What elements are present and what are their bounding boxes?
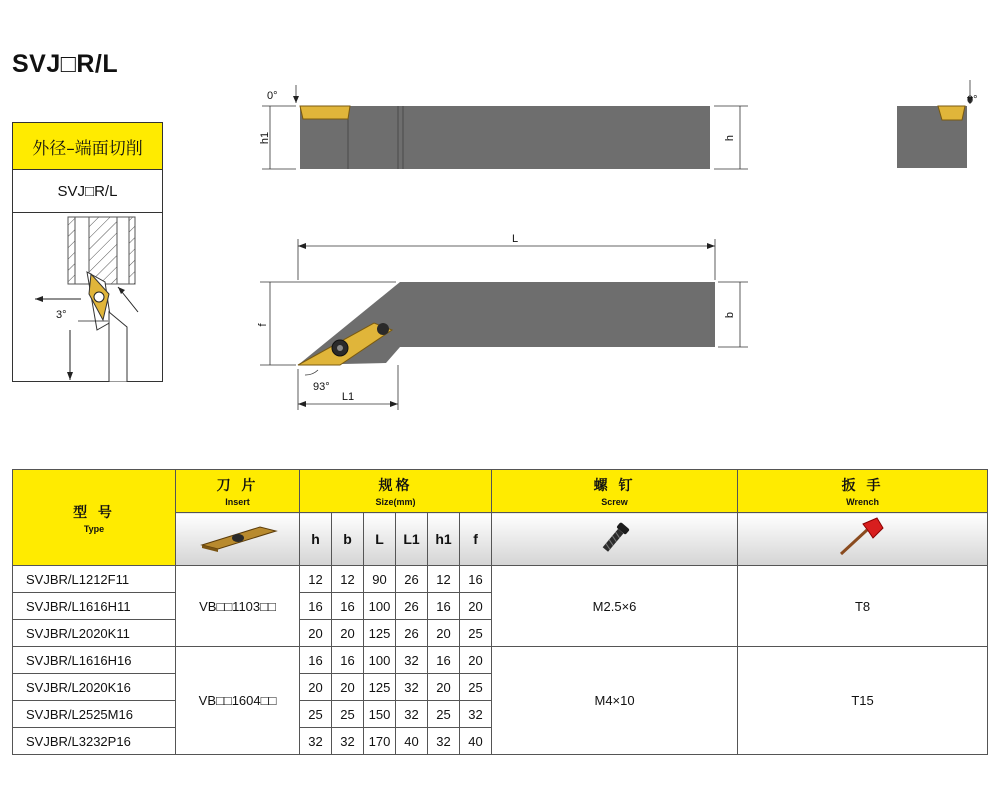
header-type-en: Type <box>83 523 105 534</box>
header-type <box>13 470 176 566</box>
wrench-cell: T8 <box>738 566 988 647</box>
size-cell-L1: 26 <box>396 620 428 647</box>
size-cell-b: 32 <box>332 728 364 755</box>
size-cell-h1: 16 <box>428 647 460 674</box>
size-cell-L1: 26 <box>396 593 428 620</box>
holder-shank <box>400 282 715 347</box>
size-cell-L1: 32 <box>396 701 428 728</box>
size-cell-L1: 32 <box>396 674 428 701</box>
size-cell-h: 16 <box>300 593 332 620</box>
dim-arrow <box>707 243 715 249</box>
size-cell-h: 32 <box>300 728 332 755</box>
front-view-drawing <box>0 225 992 415</box>
size-cell-b: 20 <box>332 620 364 647</box>
dim-L-label: L <box>511 233 519 245</box>
dim-L1-label: L1 <box>341 391 355 403</box>
size-cell-h1: 32 <box>428 728 460 755</box>
size-cell-f: 25 <box>460 674 492 701</box>
insert-icon <box>198 521 278 555</box>
size-cell-h: 16 <box>300 647 332 674</box>
col-L1: L1 <box>396 513 428 566</box>
insert-code-cell: VB□□1604□□ <box>176 647 300 755</box>
dim-h1-label: h1 <box>259 131 271 145</box>
insert-top <box>300 106 350 119</box>
size-cell-f: 40 <box>460 728 492 755</box>
dim-arrow <box>390 401 398 407</box>
spec-table-body <box>13 566 988 755</box>
operation-label: 外径–端面切削 <box>13 123 162 170</box>
model-cell: SVJBR/L3232P16 <box>13 728 176 755</box>
model-cell: SVJBR/L1212F11 <box>13 566 176 593</box>
table-row <box>13 647 988 674</box>
header-size-cn: 规格 <box>378 478 413 494</box>
size-cell-L: 170 <box>364 728 396 755</box>
header-size-en: Size(mm) <box>375 497 416 507</box>
top-view-drawing <box>0 0 992 190</box>
approach-angle-arc <box>305 370 318 375</box>
size-cell-h: 20 <box>300 674 332 701</box>
header-size <box>300 470 492 513</box>
size-cell-b: 16 <box>332 647 364 674</box>
size-cell-L: 150 <box>364 701 396 728</box>
header-screw-en: Screw <box>601 497 628 507</box>
header-screw-cn: 螺 钉 <box>593 478 636 494</box>
card-model-label: SVJ□R/L <box>13 170 162 213</box>
model-cell: SVJBR/L2020K16 <box>13 674 176 701</box>
col-h1: h1 <box>428 513 460 566</box>
header-type-cn: 型 号 <box>73 504 115 521</box>
wrench-icon <box>833 516 893 560</box>
size-cell-L1: 40 <box>396 728 428 755</box>
clearance-angle-label: 3° <box>56 309 67 321</box>
size-cell-f: 20 <box>460 647 492 674</box>
screw-socket-icon <box>337 345 343 351</box>
size-cell-b: 16 <box>332 593 364 620</box>
header-wrench-en: Wrench <box>846 497 879 507</box>
screw-image-cell <box>492 513 738 566</box>
rake-angle-label: 0° <box>267 90 278 102</box>
header-screw <box>492 470 738 513</box>
size-cell-h1: 12 <box>428 566 460 593</box>
size-cell-L: 90 <box>364 566 396 593</box>
approach-angle-label: 93° <box>313 381 330 393</box>
size-cell-f: 16 <box>460 566 492 593</box>
size-cell-L1: 32 <box>396 647 428 674</box>
size-cell-h1: 20 <box>428 620 460 647</box>
model-cell: SVJBR/L1616H16 <box>13 647 176 674</box>
holder-body-top <box>300 106 710 169</box>
screw-cell: M2.5×6 <box>492 566 738 647</box>
header-insert <box>176 470 300 513</box>
size-cell-b: 25 <box>332 701 364 728</box>
size-cell-L: 125 <box>364 620 396 647</box>
col-h: h <box>300 513 332 566</box>
size-cell-b: 20 <box>332 674 364 701</box>
end-angle-label: 0° <box>967 94 978 106</box>
size-cell-h: 20 <box>300 620 332 647</box>
model-cell: SVJBR/L2525M16 <box>13 701 176 728</box>
dim-arrow <box>298 401 306 407</box>
col-b: b <box>332 513 364 566</box>
size-cell-h: 12 <box>300 566 332 593</box>
screw-icon <box>595 518 635 558</box>
size-cell-h: 25 <box>300 701 332 728</box>
clamp-hole-icon <box>377 323 389 335</box>
header-wrench-cn: 扳 手 <box>841 478 884 494</box>
size-cell-L: 100 <box>364 647 396 674</box>
size-cell-L: 125 <box>364 674 396 701</box>
wrench-image-cell <box>738 513 988 566</box>
size-cell-f: 32 <box>460 701 492 728</box>
header-insert-en: Insert <box>225 497 250 507</box>
insert-code-cell: VB□□1103□□ <box>176 566 300 647</box>
size-cell-h1: 25 <box>428 701 460 728</box>
spec-table <box>12 469 988 755</box>
header-wrench <box>738 470 988 513</box>
model-cell: SVJBR/L1616H11 <box>13 593 176 620</box>
dim-arrow <box>298 243 306 249</box>
dim-b-label: b <box>724 311 736 319</box>
angle-arrow <box>293 96 299 103</box>
size-cell-L: 100 <box>364 593 396 620</box>
page-title: SVJ□R/L <box>12 50 119 78</box>
header-insert-cn: 刀 片 <box>216 478 259 494</box>
model-cell: SVJBR/L2020K11 <box>13 620 176 647</box>
size-cell-f: 25 <box>460 620 492 647</box>
size-cell-L1: 26 <box>396 566 428 593</box>
insert-end <box>938 106 965 120</box>
dim-h-label: h <box>724 134 736 142</box>
size-cell-b: 12 <box>332 566 364 593</box>
table-row <box>13 566 988 593</box>
insert-image-cell <box>176 513 300 566</box>
col-f: f <box>460 513 492 566</box>
size-cell-f: 20 <box>460 593 492 620</box>
screw-cell: M4×10 <box>492 647 738 755</box>
dim-f-label: f <box>257 323 269 327</box>
wrench-cell: T15 <box>738 647 988 755</box>
size-cell-h1: 16 <box>428 593 460 620</box>
col-L: L <box>364 513 396 566</box>
size-cell-h1: 20 <box>428 674 460 701</box>
